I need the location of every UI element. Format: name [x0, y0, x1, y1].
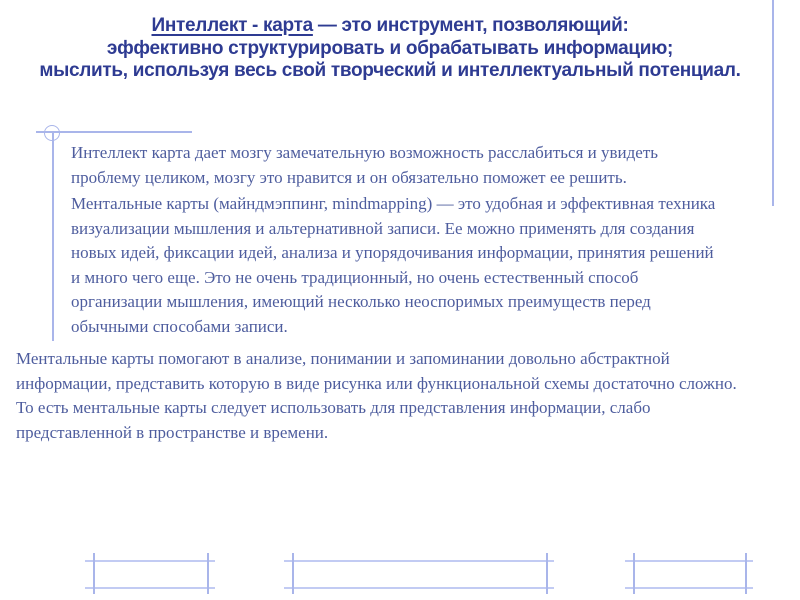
box-edge	[207, 553, 209, 594]
paragraph-2-line: организации мышления, имеющий несколько неоспоримых преимуществ перед	[71, 292, 651, 312]
title-line-1	[0, 15, 780, 38]
paragraph-1-line: проблему целиком, мозгу это нравится и он обязательно поможет ее решить.	[71, 167, 627, 187]
paragraph-3-line: Ментальные карты помогают в анализе, понимании и запоминании довольно абстрактной	[16, 349, 670, 368]
box-edge	[633, 553, 635, 594]
left-vertical-rule	[52, 133, 54, 341]
paragraph-2-line: обычными способами записи.	[71, 316, 288, 336]
paragraph-1-line: Интеллект карта дает мозгу замечательную возможность расслабиться и увидеть	[71, 143, 659, 162]
box-edge	[284, 560, 554, 562]
slide-title	[0, 15, 780, 83]
title-line-2: эффективно структурировать и обрабатывать информацию;	[106, 37, 674, 59]
box-edge	[625, 560, 753, 562]
title-keyword-underlined: Интеллект - карта	[151, 15, 313, 36]
title-line-3: мыслить, используя весь свой творческий и интеллектуальный потенциал.	[39, 60, 741, 81]
box-edge	[546, 553, 548, 594]
paragraph-2-line: Ментальные карты (майндмэппинг, mindmapping) — это удобная и эффективная техника	[71, 194, 716, 213]
paragraph-3	[16, 347, 737, 445]
circle-node-icon	[44, 125, 60, 141]
paragraph-3-line: представленной в пространстве и времени.	[16, 422, 329, 442]
box-edge	[292, 553, 294, 594]
box-edge	[93, 553, 95, 594]
box-edge	[85, 560, 215, 562]
paragraph-3-line: То есть ментальные карты следует использовать для представления информации, слабо	[16, 398, 651, 418]
paragraph-2-line: и много чего еще. Это не очень традиционный, но очень естественный способ	[71, 267, 639, 287]
paragraph-2-line: визуализации мышления и альтернативной записи. Ее можно применять для создания	[71, 218, 695, 238]
box-edge	[85, 587, 215, 589]
paragraph-3-line: информации, представить которую в виде рисунка или функциональной схемы достаточно сложно.	[16, 373, 737, 393]
paragraph-1	[71, 141, 658, 190]
box-edge	[745, 553, 747, 594]
paragraph-2	[71, 192, 715, 340]
paragraph-2-line: новых идей, фиксации идей, анализа и упорядочивания информации, принятия решений	[71, 243, 714, 263]
title-line-1-rest: — это инструмент, позволяющий:	[312, 15, 629, 36]
box-edge	[625, 587, 753, 589]
box-edge	[284, 587, 554, 589]
